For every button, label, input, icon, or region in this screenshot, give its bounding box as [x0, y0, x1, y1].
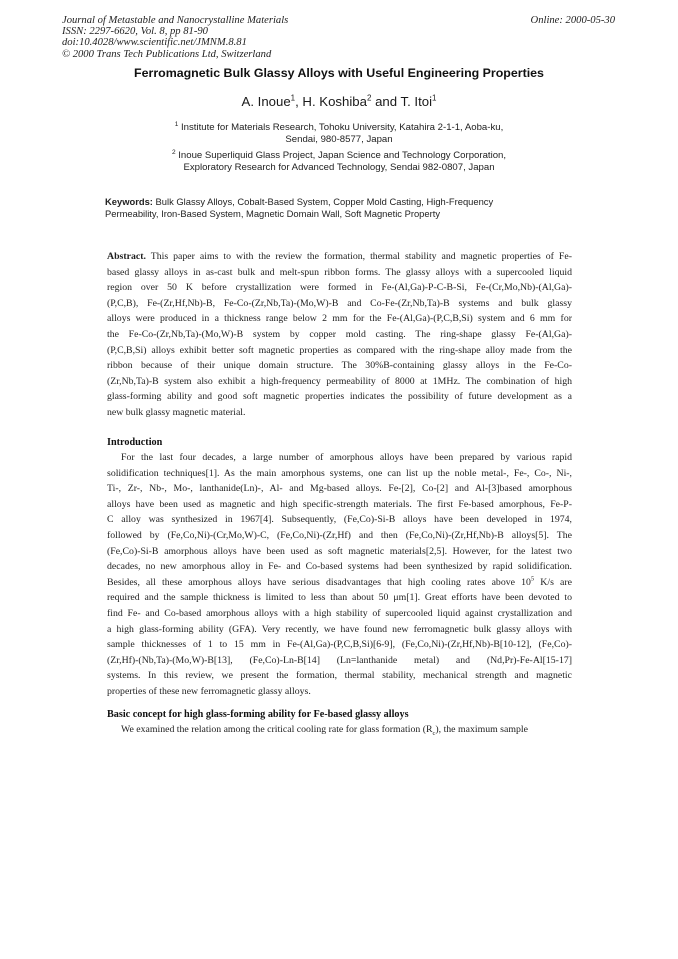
abstract-line: (P,C,B), Fe-(Zr,Hf,Nb)-B, Fe-Co-(Zr,Nb,Ta)-(Mo,W)-B and Co-Fe-(Zr,Nb,Ta)-B systems and bulk glassy [107, 297, 572, 309]
paper-title: Ferromagnetic Bulk Glassy Alloys with Useful Engineering Properties [134, 66, 544, 80]
intro-line: Besides, all these amorphous alloys have serious disadvantages that high cooling rates above 10 [107, 576, 531, 588]
journal-name: Journal of Metastable and Nanocrystalline Materials [62, 15, 289, 26]
abstract-line: This paper aims to with the review the formation, thermal stability and magnetic properties of Fe- [145, 251, 572, 262]
abstract-line: (P,C,B,Si) alloys exhibit better soft magnetic properties as compared with the ring-shape alloy made from the [107, 344, 572, 356]
affiliation-1 [0, 122, 678, 145]
section2-heading: Basic concept for high glass-forming ability for Fe-based glassy alloys [107, 709, 409, 720]
keywords-line1: Bulk Glassy Alloys, Cobalt-Based System, Copper Mold Casting, High-Frequency [152, 196, 494, 207]
exponent: 5 [530, 575, 535, 583]
abstract-line: alloys were produced in a thickness range below 2 mm for the Fe-(Al,Ga)-(P,C,B,Si) system and 6 mm for [107, 313, 572, 325]
online-date: Online: 2000-05-30 [530, 15, 615, 26]
author-3: and T. Itoi [371, 94, 433, 109]
author-1-affil-mark: 1 [290, 93, 296, 103]
intro-line: (Fe,Co)-Si-B amorphous alloys have been used as soft magnetic materials[2,5]. However, for the latest two [107, 545, 572, 557]
affiliation-1-line2: Sendai, 980-8577, Japan [285, 133, 393, 145]
section2-line: We examined the relation among the critical cooling rate for glass formation (R [121, 724, 433, 735]
journal-issn: ISSN: 2297-6620, Vol. 8, pp 81-90 [62, 26, 208, 38]
intro-line: C alloy was synthesized in 1967[4]. Subsequently, (Fe,Co)-Si-B alloys have been developed in 1974, [107, 514, 572, 526]
abstract-label: Abstract. [107, 251, 146, 262]
affiliation-1-mark: 1 [174, 120, 179, 128]
introduction-heading: Introduction [107, 437, 163, 448]
intro-line: find Fe- and Co-based amorphous alloys with a high stability of supercooled liquid against crystallization and [107, 607, 572, 619]
intro-line: systems. In this review, we present the formation, thermal stability, mechanical strength and magnetic [107, 670, 572, 682]
abstract-line: region over 50 K before crystallization were formed in Fe-(Al,Ga)-P-C-B-Si, Fe-(Cr,Mo,Nb)-(Al,Ga)- [107, 282, 572, 294]
journal-header [62, 15, 288, 60]
affiliation-2-mark: 2 [171, 148, 176, 156]
abstract-line: glass-forming ability and good soft magnetic properties indicates the possibility of future development as a [107, 391, 572, 403]
journal-doi: doi:10.4028/www.scientific.net/JMNM.8.81 [62, 37, 247, 49]
intro-line: For the last four decades, a large number of amorphous alloys have been prepared by various rapid [121, 452, 572, 463]
keywords-label: Keywords: [105, 196, 153, 207]
abstract-line: (Zr,Nb,Ta)-B system also exhibit a high-frequency permeability of 8000 at 1MHz. The combination of high [107, 375, 572, 387]
affiliation-2-line2: Exploratory Research for Advanced Technology, Sendai 982-0807, Japan [183, 161, 495, 173]
introduction-body [107, 450, 572, 700]
author-list [0, 94, 678, 109]
affiliation-2 [0, 150, 678, 173]
intro-line: sample thicknesses of 1 to 15 mm in Fe-(Al,Ga)-(P,C,B,Si)[6-9], (Fe,Co,Ni)-(Zr,Hf,Nb)-B[10-12], (Fe,Co)- [107, 639, 572, 651]
intro-line: solidification techniques[1]. As the main amorphous systems, one can list up the noble metal-, Fe-, Co-, Ni-, [107, 467, 572, 479]
intro-line: followed by (Fe,Co,Ni)-(Cr,Mo,W)-C, (Fe,Co,Ni)-(Zr,Hf) and then (Fe,Co,Ni)-(Zr,Hf,Nb)-B alloys[5]. The [107, 529, 572, 541]
intro-line: Ti-, Zr-, Nb-, Mo-, lanthanide(Ln)-, Al- and Mg-based alloys. Fe-[2], Co-[2] and Al-[3]based amorphous [107, 483, 572, 495]
author-2-affil-mark: 2 [366, 93, 372, 103]
affiliation-1-line1: Institute for Materials Research, Tohoku University, Katahira 2-1-1, Aoba-ku, [178, 122, 504, 133]
author-1: A. Inoue [241, 94, 291, 109]
intro-line: decades, no new amorphous alloy in Fe- and Co-based systems had been synthesized by rapid solidification. [107, 561, 572, 573]
keywords-line2: Permeability, Iron-Based System, Magnetic Domain Wall, Soft Magnetic Property [105, 207, 441, 219]
section2-line-tail: ), the maximum sample [435, 724, 528, 735]
affiliation-2-line1: Inoue Superliquid Glass Project, Japan Science and Technology Corporation, [175, 150, 507, 161]
abstract-line: based glassy alloys in as-cast bulk and melt-spun ribbon forms. The glassy alloys with a supercooled liquid [107, 266, 572, 278]
section2-body [107, 722, 572, 738]
intro-line: required and the sample thickness is limited to less than about 50 μm[1]. Great efforts have been devoted to [107, 592, 572, 604]
abstract-line: new bulk glassy magnetic material. [107, 406, 246, 418]
intro-line: alloys have been used as magnetic and high specific-strength materials. The first Fe-based amorphous, Fe-P- [107, 498, 572, 510]
abstract-line: ribbon because of their unique domain structure. The 30%B-containing glassy alloys in the Fe-Co- [107, 360, 572, 372]
keywords [105, 196, 585, 219]
abstract-line: the Fe-Co-(Zr,Nb,Ta)-(Mo,W)-B system by copper mold casting. The ring-shape glassy Fe-(Al,Ga)- [107, 328, 572, 340]
subscript: c [432, 729, 436, 737]
intro-line: (Zr,Hf)-(Nb,Ta)-(Mo,W)-B[13], (Fe,Co)-Ln-B[14] (Ln=lanthanide metal) and (Nd,Pr)-Fe-Al[15-17] [107, 654, 572, 666]
author-2: , H. Koshiba [295, 94, 367, 109]
author-3-affil-mark: 1 [432, 93, 437, 103]
intro-line: properties of these new ferromagnetic glassy alloys. [107, 685, 311, 697]
abstract [107, 249, 572, 421]
journal-copyright: © 2000 Trans Tech Publications Ltd, Switzerland [62, 48, 272, 60]
intro-line-tail: K/s are [534, 576, 572, 588]
intro-line: a high glass-forming ability (GFA). Very recently, we have found new ferromagnetic bulk glassy alloys with [107, 623, 572, 635]
